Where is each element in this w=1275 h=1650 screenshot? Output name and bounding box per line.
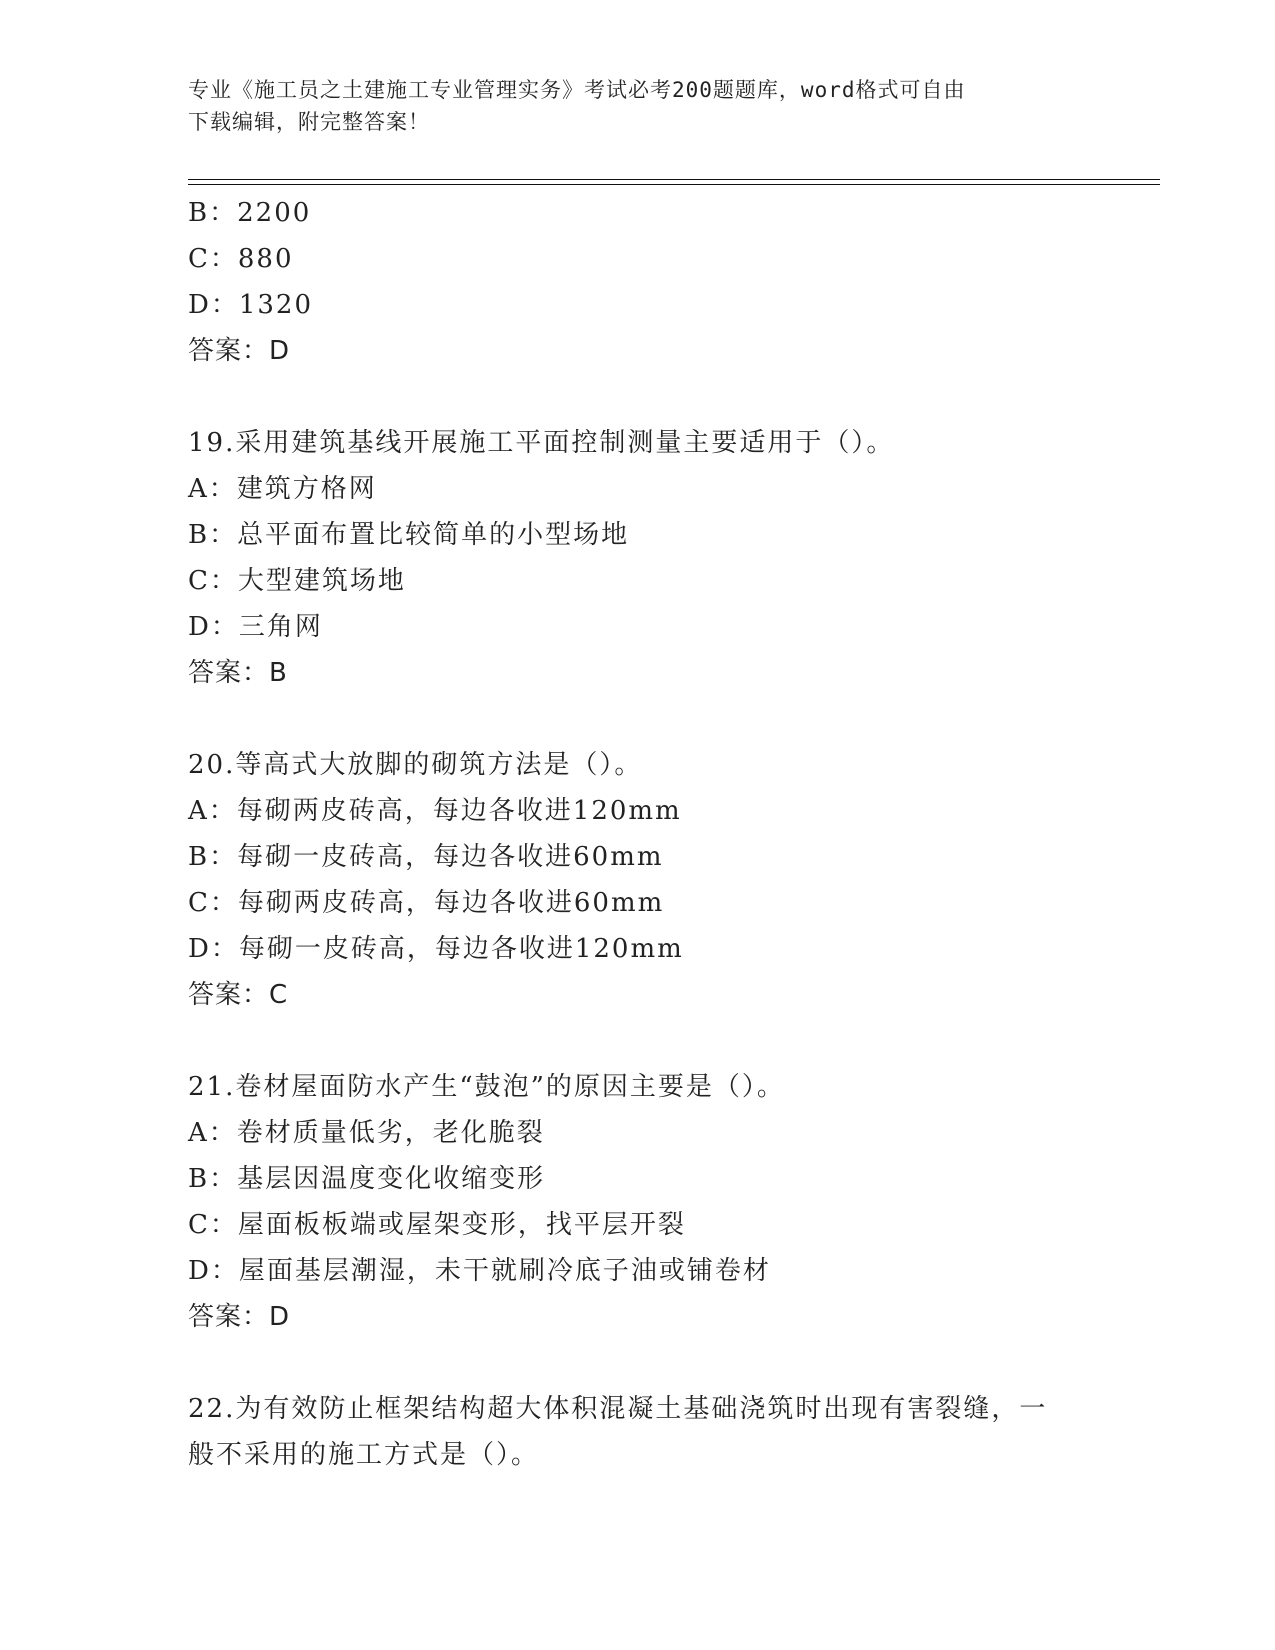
option-d: D：1320 (188, 290, 314, 320)
option-b: B：基层因温度变化收缩变形 (188, 1164, 546, 1194)
question-20 (188, 742, 1088, 1018)
option-a: A：卷材质量低劣，老化脆裂 (188, 1118, 545, 1148)
document-header (188, 74, 1068, 138)
answer: 答案：B (188, 658, 288, 688)
header-rule-top (188, 179, 1160, 180)
option-c: C：屋面板板端或屋架变形，找平层开裂 (188, 1210, 686, 1240)
option-a: A：每砌两皮砖高，每边各收进120mm (188, 796, 682, 826)
option-c: C：880 (188, 244, 294, 274)
header-rule-bottom (188, 184, 1160, 185)
header-line-2: 下载编辑，附完整答案！ (188, 110, 430, 134)
option-b: B：每砌一皮砖高，每边各收进60mm (188, 842, 664, 872)
option-d: D：三角网 (188, 612, 323, 642)
question-stem: 19.采用建筑基线开展施工平面控制测量主要适用于（）。 (188, 428, 895, 458)
question-stem-line-1: 22.为有效防止框架结构超大体积混凝土基础浇筑时出现有害裂缝，一 (188, 1394, 1048, 1424)
question-stem: 20.等高式大放脚的砌筑方法是（）。 (188, 750, 643, 780)
question-stem-line-2: 般不采用的施工方式是（）。 (188, 1440, 540, 1470)
question-stem: 21.卷材屋面防水产生“鼓泡”的原因主要是（）。 (188, 1072, 785, 1102)
question-22 (188, 1386, 1088, 1478)
question-21 (188, 1064, 1088, 1340)
prev-question-block (188, 190, 1088, 374)
document-body (188, 190, 1088, 1478)
answer: 答案：D (188, 1302, 291, 1332)
option-d: D：每砌一皮砖高，每边各收进120mm (188, 934, 684, 964)
header-line-1: 专业《施工员之土建施工专业管理实务》考试必考200题题库，word格式可自由 (188, 78, 966, 102)
option-a: A：建筑方格网 (188, 474, 377, 504)
option-c: C：每砌两皮砖高，每边各收进60mm (188, 888, 665, 918)
answer: 答案：D (188, 336, 291, 366)
answer: 答案：C (188, 980, 289, 1010)
option-d: D：屋面基层潮湿，未干就刷冷底子油或铺卷材 (188, 1256, 771, 1286)
question-19 (188, 420, 1088, 696)
option-b: B：总平面布置比较简单的小型场地 (188, 520, 630, 550)
option-b: B：2200 (188, 198, 312, 228)
option-c: C：大型建筑场地 (188, 566, 406, 596)
